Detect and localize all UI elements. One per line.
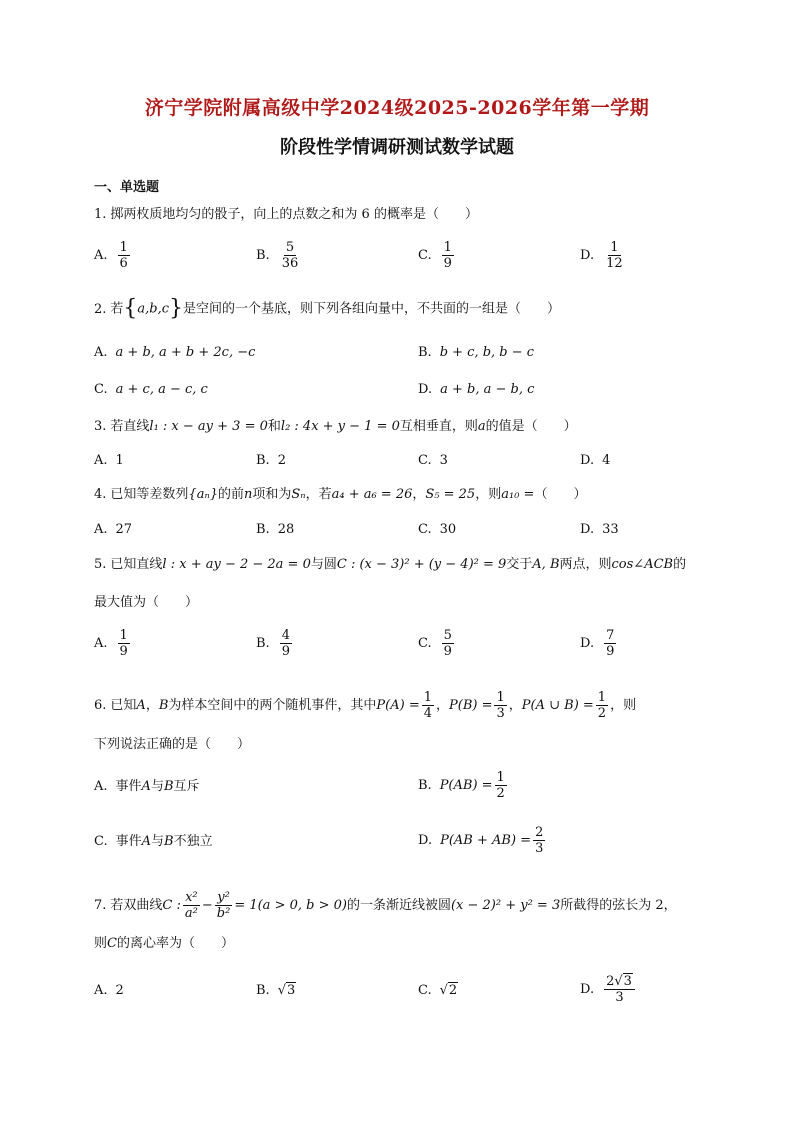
option-a[interactable]: A. a + b, a + b + 2c, −c bbox=[94, 345, 256, 360]
question-7-line2: 则C的离心率为（ ） bbox=[94, 936, 234, 951]
option-c[interactable]: C. 30 bbox=[418, 522, 457, 537]
line-l2: l₂ : 4x + y − 1 = 0 bbox=[280, 419, 400, 434]
question-3: 3. 若直线l₁ : x − ay + 3 = 0和l₂ : 4x + y − 1 = 0互相垂直，则a的值是（ ） bbox=[94, 419, 577, 434]
basis-set: a,b,c bbox=[137, 301, 170, 317]
question-number: 1. bbox=[94, 207, 107, 222]
option-c[interactable]: C. 事件A与B不独立 bbox=[94, 834, 213, 849]
option-a[interactable]: A. $\frac{1}{9}$ bbox=[94, 628, 128, 659]
option-d[interactable]: D. $\frac{1}{12}$ bbox=[580, 240, 623, 271]
option-b[interactable]: B. √3 bbox=[256, 983, 296, 998]
question-5-line2: 最大值为（ ） bbox=[94, 595, 199, 610]
question-7: 7. 若双曲线C : $\frac{\text{x²}}{\text{a²}}$ − $\frac{\text{y²}}{\text{b²}}$ = 1(a > 0, b > 0)的一条渐近线被圆(x − 2)² + y² = 3所截得的弦长为 2， bbox=[94, 890, 677, 921]
exam-title-school: 济宁学院附属高级中学2024级2025-2026学年第一学期 bbox=[144, 97, 650, 119]
option-c[interactable]: C. 3 bbox=[418, 453, 448, 468]
exam-title-subject: 阶段性学情调研测试数学试题 bbox=[280, 137, 514, 158]
section-heading: 一、单选题 bbox=[94, 180, 160, 195]
question-6-line2: 下列说法正确的是（ ） bbox=[94, 737, 251, 752]
option-a[interactable]: A. 27 bbox=[94, 522, 133, 537]
question-2: 2. 若{a,b,c}是空间的一个基底，则下列各组向量中，不共面的一组是（ ） bbox=[94, 296, 561, 321]
option-a[interactable]: A. 1 bbox=[94, 453, 124, 468]
option-c[interactable]: C. a + c, a − c, c bbox=[94, 382, 208, 397]
question-5: 5. 已知直线l : x + ay − 2 − 2a = 0与圆C : (x − 3)² + (y − 4)² = 9交于A, B两点，则cos∠ACB的 bbox=[94, 557, 687, 572]
option-d[interactable]: D. 4 bbox=[580, 453, 611, 468]
option-a[interactable]: A. $\frac{1}{6}$ bbox=[94, 240, 128, 271]
option-d[interactable]: D. $\frac{2√3}{3}$ bbox=[580, 974, 637, 1005]
line-l1: l₁ : x − ay + 3 = 0 bbox=[149, 419, 268, 434]
option-b[interactable]: B. b + c, b, b − c bbox=[418, 345, 535, 360]
question-6: 6. 已知A，B为样本空间中的两个随机事件，其中P(A) = $\frac{1}{4}$ ，P(B) = $\frac{1}{3}$ ，P(A ∪ B) = $\frac{1}{2}$ ，则 bbox=[94, 690, 637, 721]
option-b[interactable]: B. $\frac{5}{36}$ bbox=[256, 240, 299, 271]
option-d[interactable]: D. P(AB + AB) = $\frac{2}{3}$ bbox=[418, 825, 544, 856]
option-b[interactable]: B. P(AB) = $\frac{1}{2}$ bbox=[418, 770, 505, 801]
option-a[interactable]: A. 事件A与B互斥 bbox=[94, 779, 200, 794]
option-c[interactable]: C. $\frac{5}{9}$ bbox=[418, 628, 452, 659]
question-1 bbox=[94, 206, 478, 224]
option-a[interactable]: A. 2 bbox=[94, 983, 124, 998]
question-4: 4. 已知等差数列{aₙ}的前n项和为Sₙ，若a₄ + a₆ = 26，S₅ = 25，则a₁₀ =（ ） bbox=[94, 487, 587, 502]
option-b[interactable]: B. 28 bbox=[256, 522, 295, 537]
option-d[interactable]: D. a + b, a − b, c bbox=[418, 382, 535, 397]
option-d[interactable]: D. $\frac{7}{9}$ bbox=[580, 628, 615, 659]
option-c[interactable]: C. √2 bbox=[418, 983, 458, 998]
question-stem: 掷两枚质地均匀的骰子，向上的点数之和为 6 的概率是（ ） bbox=[110, 207, 478, 222]
option-c[interactable]: C. $\frac{1}{9}$ bbox=[418, 240, 452, 271]
option-b[interactable]: B. 2 bbox=[256, 453, 286, 468]
option-d[interactable]: D. 33 bbox=[580, 522, 619, 537]
option-b[interactable]: B. $\frac{4}{9}$ bbox=[256, 628, 290, 659]
